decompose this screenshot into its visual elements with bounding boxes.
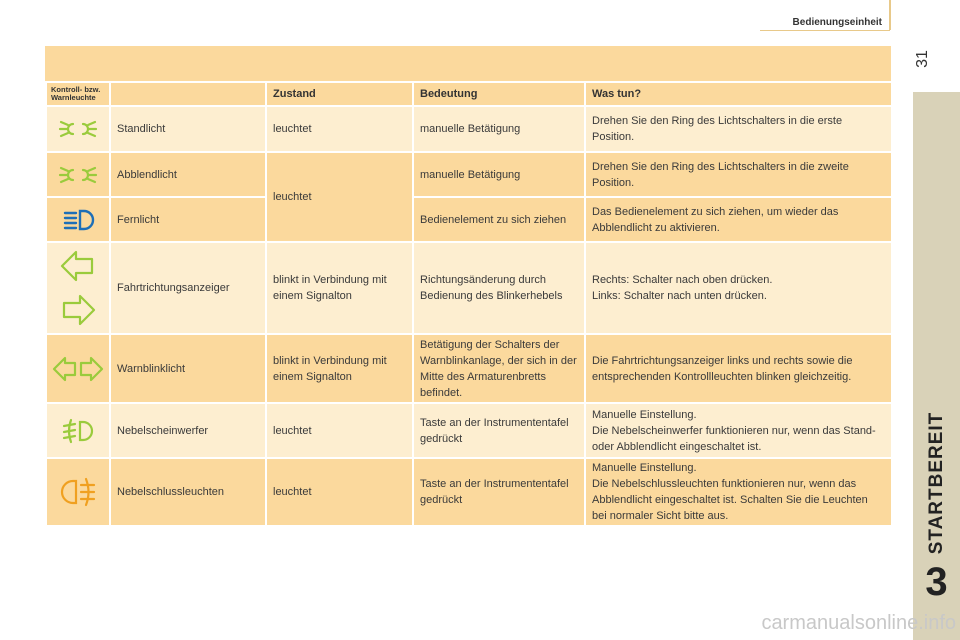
chapter-side-tab: [913, 92, 960, 640]
header-state: Zustand: [266, 82, 413, 106]
section-title: Bedienungseinheit: [792, 17, 882, 28]
table-row: [46, 242, 892, 334]
table-row: [46, 152, 892, 197]
table-banner: [45, 46, 891, 81]
lamp-action: [585, 458, 892, 526]
lamp-meaning: Taste an der Instrumententafel gedrückt: [413, 458, 585, 526]
lamp-meaning: Taste an der Instrumententafel gedrückt: [413, 403, 585, 458]
action-line: Die Nebelscheinwerfer funktionieren nur, wenn das Stand- oder Abblendlicht eingeschaltet ist.: [592, 424, 876, 453]
lamp-state: blinkt in Verbindung mit einem Signalton: [266, 242, 413, 334]
table-row: [46, 197, 892, 242]
table-header-row: [46, 82, 892, 106]
lamp-cell: [46, 106, 110, 152]
lamp-meaning: Betätigung der Schalters der Warnblinkanlage, der sich in der Mitte des Armaturenbretts befindet.: [413, 334, 585, 403]
direction-indicator-icon: [56, 248, 100, 328]
lamp-action: Das Bedienelement zu sich ziehen, um wieder das Abblendlicht zu aktivieren.: [585, 197, 892, 242]
lamp-action: Drehen Sie den Ring des Lichtschalters in die erste Position.: [585, 106, 892, 152]
header-divider: [760, 30, 890, 31]
lamp-cell: [46, 403, 110, 458]
action-line: Links: Schalter nach unten drücken.: [592, 290, 767, 302]
header-action: Was tun?: [585, 82, 892, 106]
main-beam-icon: [58, 207, 98, 233]
lamp-state: leuchtet: [266, 106, 413, 152]
lamp-state: blinkt in Verbindung mit einem Signalton: [266, 334, 413, 403]
lamp-cell: [46, 197, 110, 242]
lamp-cell: [46, 334, 110, 403]
lamp-meaning: Richtungsänderung durch Bedienung des Blinkerhebels: [413, 242, 585, 334]
lamp-cell: [46, 242, 110, 334]
table-row: [46, 106, 892, 152]
chapter-label: STARTBEREIT: [926, 411, 947, 555]
watermark: carmanualsonline.info: [761, 612, 956, 634]
rear-fog-icon: [58, 476, 98, 508]
lamp-action: Drehen Sie den Ring des Lichtschalters in die zweite Position.: [585, 152, 892, 197]
table-row: [46, 458, 892, 526]
table-row: [46, 403, 892, 458]
header-name: [110, 82, 266, 106]
hazard-warning-icon: [51, 354, 105, 384]
lamp-meaning: manuelle Betätigung: [413, 152, 585, 197]
lamp-name: Warnblinklicht: [110, 334, 266, 403]
lamp-state: leuchtet: [266, 403, 413, 458]
lamp-action: [585, 242, 892, 334]
header-meaning: Bedeutung: [413, 82, 585, 106]
lamp-cell: [46, 458, 110, 526]
lamp-name: Standlicht: [110, 106, 266, 152]
lamp-name: Nebelschlussleuchten: [110, 458, 266, 526]
action-line: Rechts: Schalter nach oben drücken.: [592, 274, 773, 286]
lamp-meaning: manuelle Betätigung: [413, 106, 585, 152]
warning-lights-table: [45, 46, 891, 527]
lamp-name: Nebelscheinwerfer: [110, 403, 266, 458]
lamp-name: Abblendlicht: [110, 152, 266, 197]
sidelight-icon: [58, 116, 98, 142]
lamp-state: leuchtet: [266, 152, 413, 242]
table-row: [46, 334, 892, 403]
lamp-state: leuchtet: [266, 458, 413, 526]
dipped-beam-icon: [58, 162, 98, 188]
front-fog-icon: [60, 417, 96, 445]
header-lamp: Kontroll- bzw. Warnleuchte: [46, 82, 110, 106]
header-vertical-divider: [889, 0, 891, 30]
lamp-cell: [46, 152, 110, 197]
action-line: Manuelle Einstellung.: [592, 462, 697, 474]
chapter-number: 3: [925, 560, 948, 604]
page-number: 31: [914, 50, 931, 68]
lamp-name: Fahrtrichtungsanzeiger: [110, 242, 266, 334]
action-line: Die Nebelschlussleuchten funktionieren nur, wenn das Abblendlicht eingeschaltet ist. Schalten Sie die Leuchten bei normaler Sicht bitte aus.: [592, 478, 868, 522]
lamp-meaning: Bedienelement zu sich ziehen: [413, 197, 585, 242]
lamp-name: Fernlicht: [110, 197, 266, 242]
action-line: Manuelle Einstellung.: [592, 408, 697, 421]
lamp-action: [585, 403, 892, 458]
lamp-action: Die Fahrtrichtungsanzeiger links und rechts sowie die entsprechenden Kontrollleuchten blinken gleichzeitig.: [585, 334, 892, 403]
